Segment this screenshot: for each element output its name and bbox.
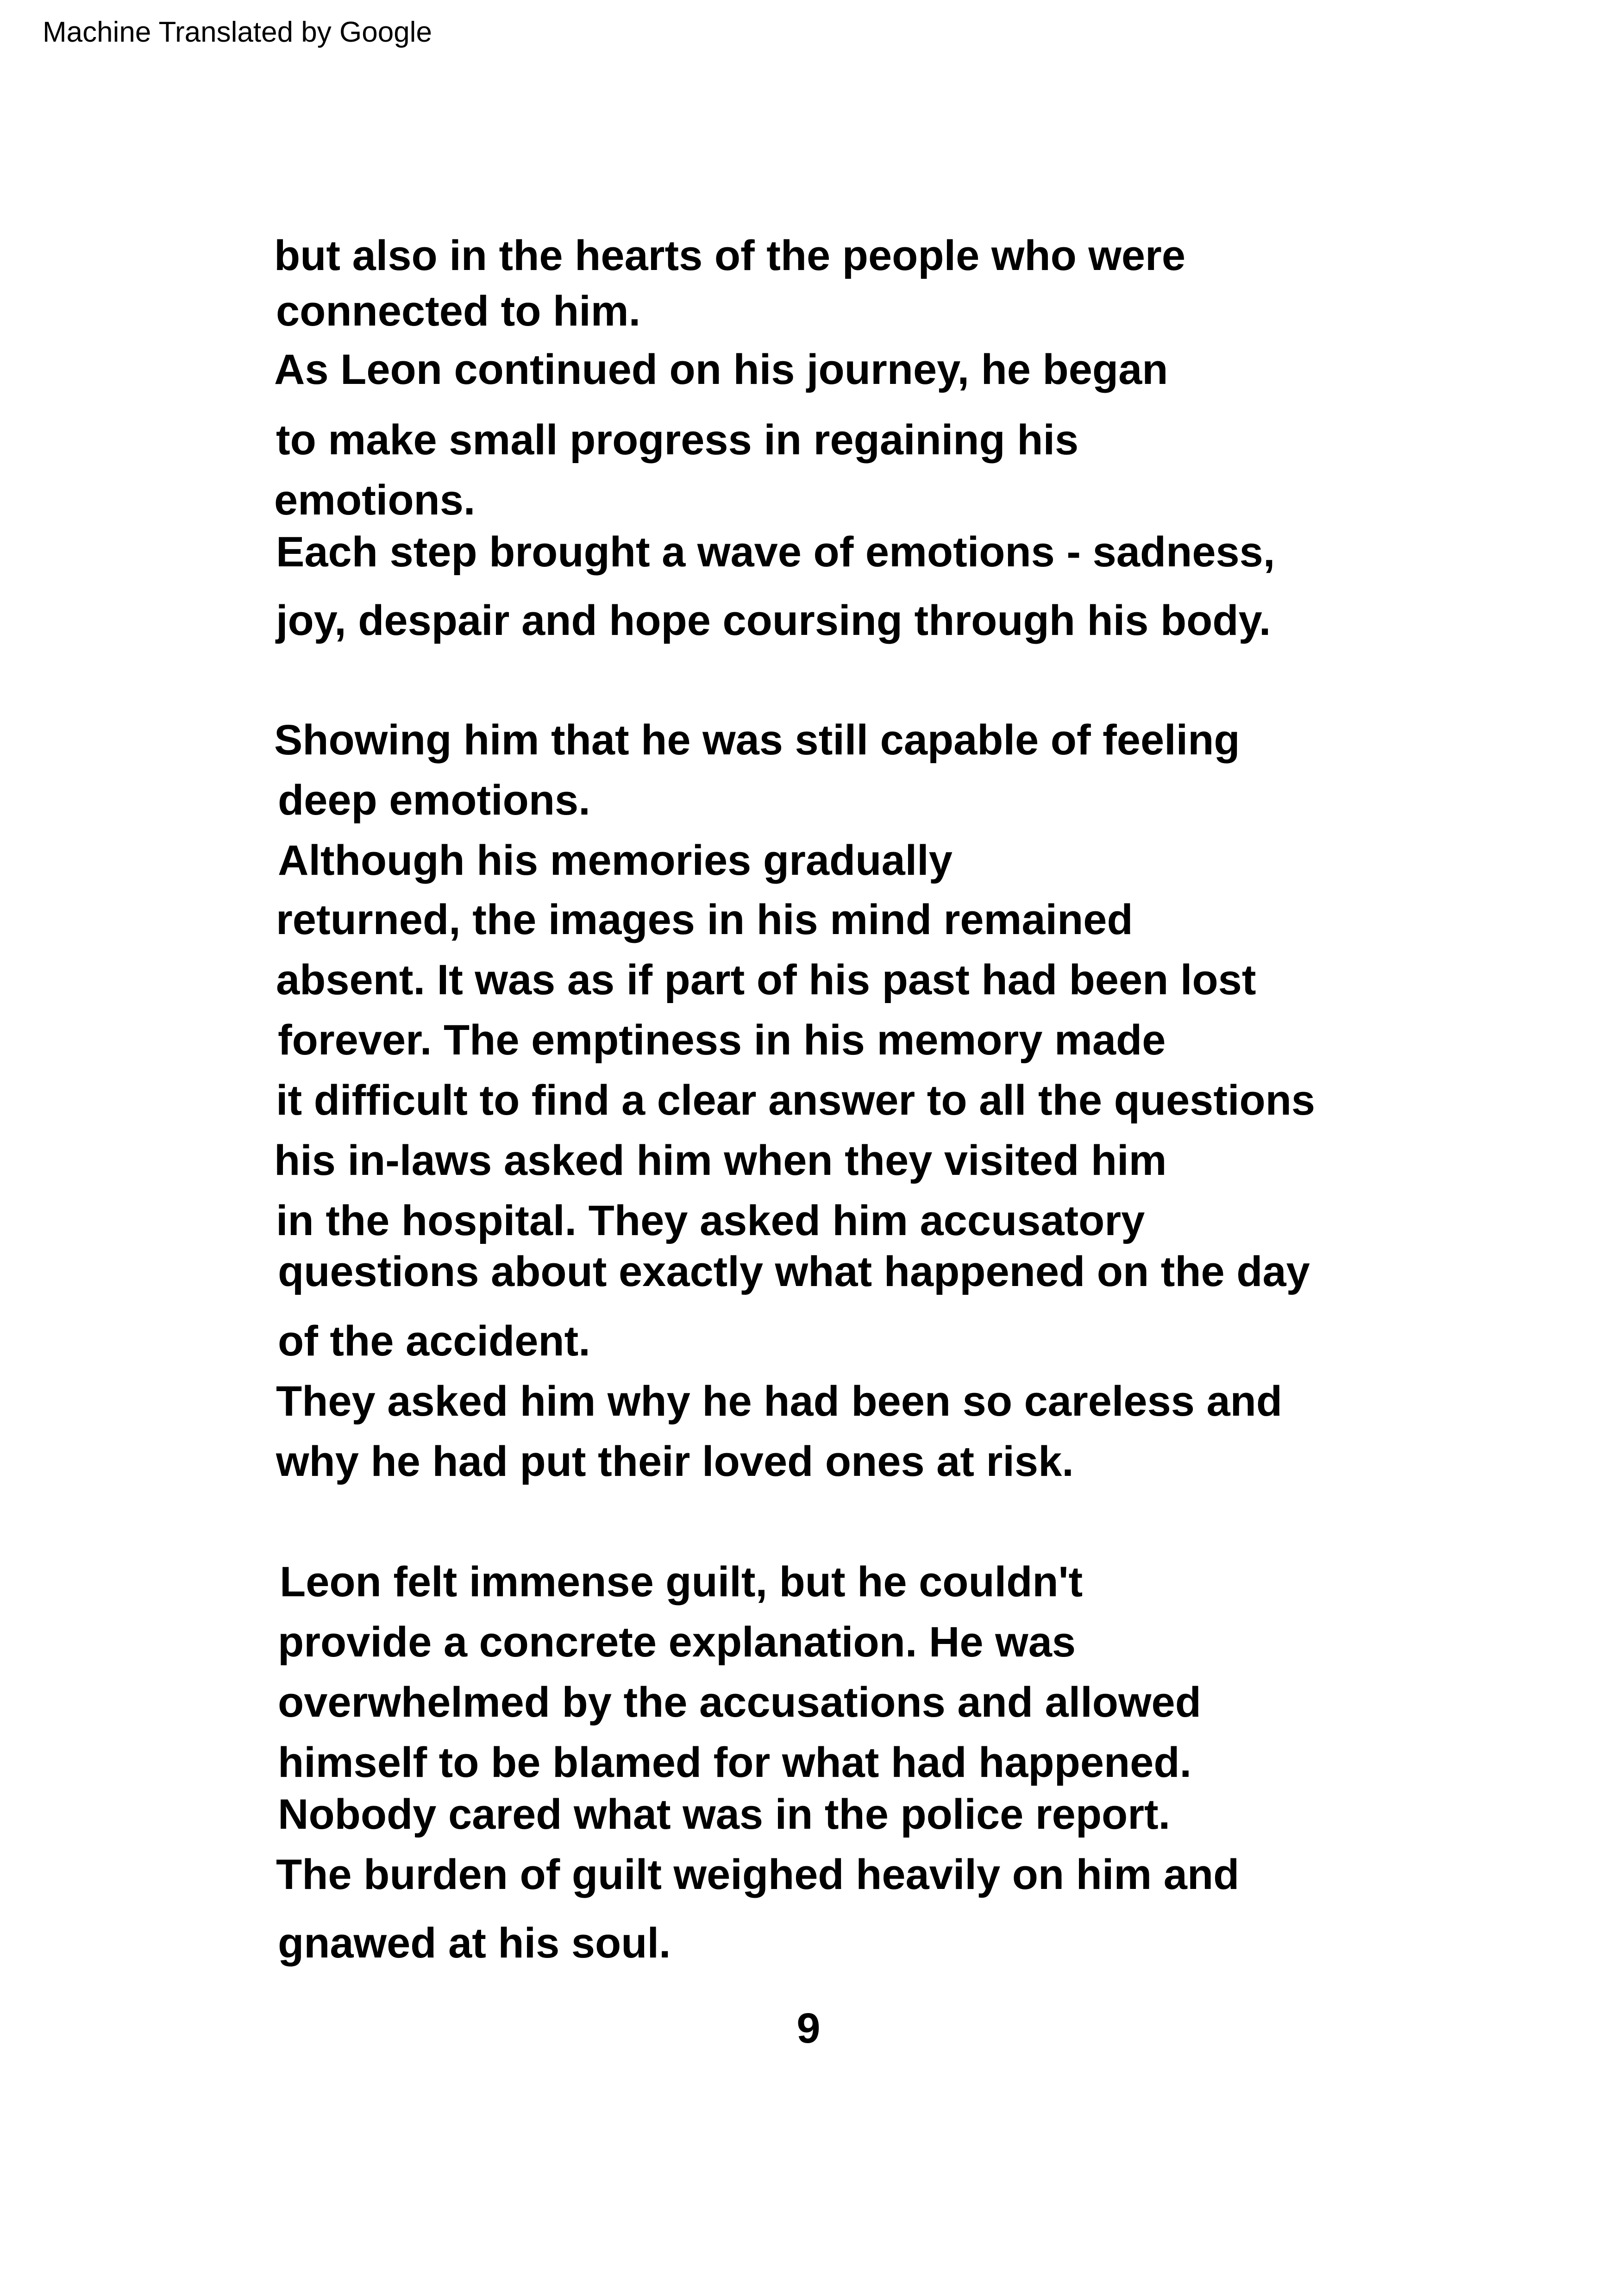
body-line: questions about exactly what happened on the day: [278, 1248, 1310, 1295]
body-line: to make small progress in regaining his: [276, 416, 1079, 464]
body-line: it difficult to find a clear answer to all the questions: [276, 1077, 1316, 1124]
body-line: why he had put their loved ones at risk.: [276, 1438, 1074, 1485]
body-line: absent. It was as if part of his past had been lost: [276, 956, 1256, 1004]
body-line: overwhelmed by the accusations and allowed: [278, 1679, 1201, 1726]
body-line: They asked him why he had been so careless and: [276, 1378, 1283, 1425]
body-line: gnawed at his soul.: [278, 1920, 671, 1967]
body-line: connected to him.: [276, 288, 641, 335]
body-line: returned, the images in his mind remained: [276, 896, 1133, 943]
body-line: emotions.: [274, 477, 476, 524]
body-line: but also in the hearts of the people who were: [274, 232, 1186, 279]
body-line: joy, despair and hope coursing through his body.: [276, 597, 1271, 644]
body-line: provide a concrete explanation. He was: [278, 1618, 1076, 1666]
body-line: Although his memories gradually: [278, 837, 953, 884]
body-line: Nobody cared what was in the police report.: [278, 1791, 1171, 1838]
body-line: deep emotions.: [278, 777, 590, 824]
body-line: Showing him that he was still capable of feeling: [274, 716, 1240, 764]
body-line: Leon felt immense guilt, but he couldn't: [280, 1558, 1083, 1606]
body-line: his in-laws asked him when they visited him: [274, 1137, 1167, 1184]
machine-translation-notice: Machine Translated by Google: [43, 16, 432, 48]
body-line: Each step brought a wave of emotions - sadness,: [276, 528, 1275, 576]
body-line: of the accident.: [278, 1317, 590, 1365]
body-line: himself to be blamed for what had happened.: [278, 1739, 1192, 1786]
body-line: The burden of guilt weighed heavily on him and: [276, 1851, 1240, 1898]
body-line: forever. The emptiness in his memory made: [278, 1016, 1166, 1064]
page-number: 9: [796, 2005, 821, 2052]
body-line: As Leon continued on his journey, he began: [274, 346, 1168, 393]
body-line: in the hospital. They asked him accusatory: [276, 1197, 1145, 1244]
